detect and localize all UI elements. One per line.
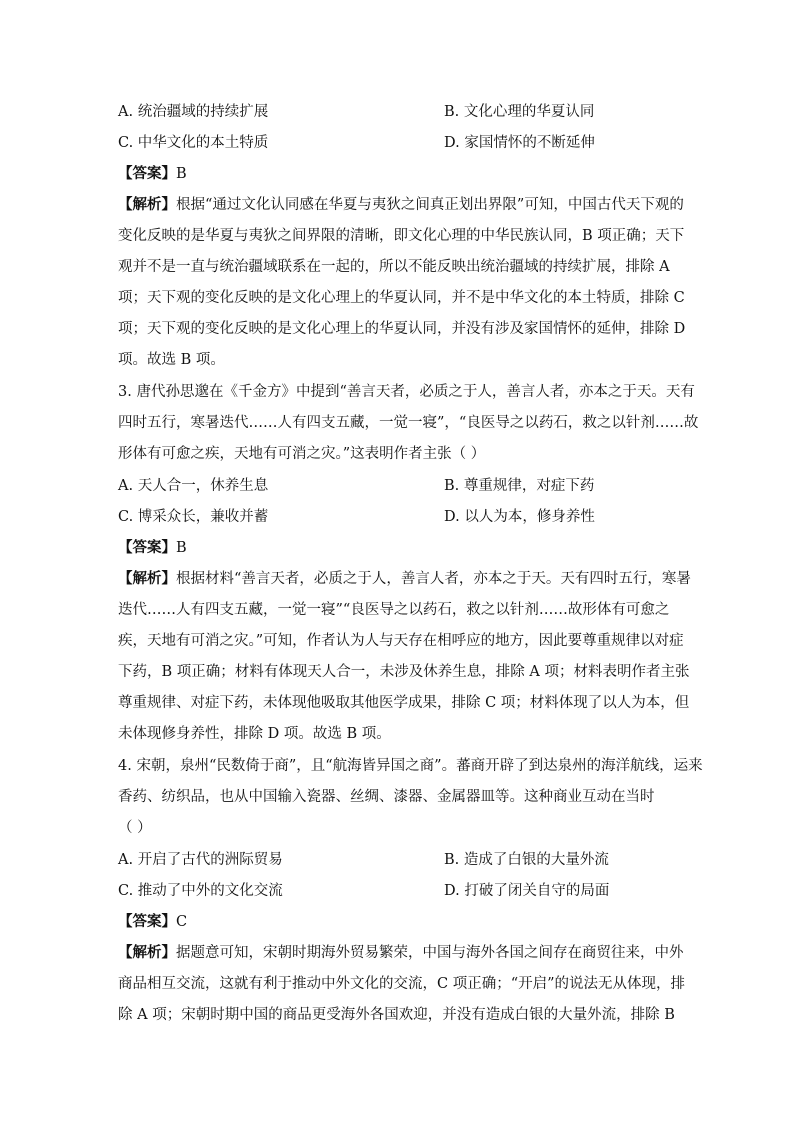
answer-label: 【答案】 xyxy=(118,539,176,556)
answer-value: B xyxy=(176,540,187,556)
q2-analysis-line-5: 项；天下观的变化反映的是文化心理上的华夏认同，并没有涉及家国情怀的延伸，排除 D xyxy=(118,321,686,337)
q4-options-row-1 xyxy=(118,850,678,870)
q3-analysis-line-1 xyxy=(118,569,691,589)
answer-value: B xyxy=(176,166,187,182)
q2-analysis-line-1 xyxy=(118,195,684,215)
analysis-text: 根据材料“善言天者，必质之于人，善言人者，亦本之于天。天有四时五行，寒暑 xyxy=(176,571,691,587)
q2-option-c: C. 中华文化的本土特质 xyxy=(118,135,269,151)
q3-analysis-line-4: 下药，B 项正确；材料有体现天人合一，未涉及休养生息，排除 A 项；材料表明作者主张 xyxy=(118,664,690,680)
q3-answer xyxy=(118,538,678,558)
q3-analysis-line-6: 未体现修身养性，排除 D 项。故选 B 项。 xyxy=(118,726,391,742)
q3-option-b: B. 尊重规律，对症下药 xyxy=(444,478,595,494)
q4-analysis-line-1 xyxy=(118,943,684,963)
q2-options-row-2 xyxy=(118,133,678,153)
q4-option-c: C. 推动了中外的文化交流 xyxy=(118,883,283,899)
q2-options-row-1 xyxy=(118,102,678,122)
q4-stem-line-1: 4. 宋朝，泉州“民数倚于商”，且“航海皆异国之商”。蕃商开辟了到达泉州的海洋航线，运来 xyxy=(118,758,703,774)
q3-options-row-1 xyxy=(118,476,678,496)
analysis-label: 【解析】 xyxy=(118,944,176,961)
analysis-text: 据题意可知，宋朝时期海外贸易繁荣，中国与海外各国之间存在商贸往来，中外 xyxy=(176,945,684,961)
q3-analysis-line-2: 迭代……人有四支五藏，一觉一寝”“良医导之以药石，救之以针剂……故形体有可愈之 xyxy=(118,602,670,618)
analysis-label: 【解析】 xyxy=(118,196,176,213)
q4-option-d: D. 打破了闭关自守的局面 xyxy=(444,883,610,899)
q4-answer xyxy=(118,912,678,932)
q2-option-a: A. 统治疆域的持续扩展 xyxy=(118,104,269,120)
q3-stem-line-1: 3. 唐代孙思邈在《千金方》中提到“善言天者，必质之于人，善言人者，亦本之于天。天有 xyxy=(118,384,695,400)
q2-option-d: D. 家国情怀的不断延伸 xyxy=(444,135,595,151)
q4-option-a: A. 开启了古代的洲际贸易 xyxy=(118,852,283,868)
q2-analysis-line-4: 项；天下观的变化反映的是文化心理上的华夏认同，并不是中华文化的本土特质，排除 C xyxy=(118,290,685,306)
q3-stem-line-3: 形体有可愈之疾，天地有可消之灾。”这表明作者主张（ ） xyxy=(118,446,486,462)
q3-options-row-2 xyxy=(118,507,678,527)
q2-analysis-line-6: 项。故选 B 项。 xyxy=(118,352,225,368)
answer-label: 【答案】 xyxy=(118,913,176,930)
q3-option-c: C. 博采众长，兼收并蓄 xyxy=(118,509,269,525)
q3-analysis-line-3: 疾，天地有可消之灾。”可知，作者认为人与天存在相呼应的地方，因此要尊重规律以对症 xyxy=(118,633,684,649)
q4-analysis-line-2: 商品相互交流，这就有利于推动中外文化的交流，C 项正确；“开启”的说法无从体现，排 xyxy=(118,976,686,992)
q3-analysis-line-5: 尊重规律、对症下药，未体现他吸取其他医学成果，排除 C 项；材料体现了以人为本，但 xyxy=(118,695,690,711)
q3-option-a: A. 天人合一，休养生息 xyxy=(118,478,269,494)
q2-answer xyxy=(118,164,678,184)
q2-analysis-line-3: 观并不是一直与统治疆域联系在一起的，所以不能反映出统治疆域的持续扩展，排除 A xyxy=(118,259,670,275)
q4-analysis-line-3: 除 A 项；宋朝时期中国的商品更受海外各国欢迎，并没有造成白银的大量外流，排除 B xyxy=(118,1007,675,1023)
q4-stem-line-3: （ ） xyxy=(118,820,152,836)
answer-value: C xyxy=(176,914,188,930)
q4-option-b: B. 造成了白银的大量外流 xyxy=(444,852,609,868)
analysis-label: 【解析】 xyxy=(118,570,176,587)
answer-label: 【答案】 xyxy=(118,165,176,182)
q3-option-d: D. 以人为本，修身养性 xyxy=(444,509,595,525)
q2-option-b: B. 文化心理的华夏认同 xyxy=(444,104,595,120)
q4-options-row-2 xyxy=(118,881,678,901)
analysis-text: 根据“通过文化认同感在华夏与夷狄之间真正划出界限”可知，中国古代天下观的 xyxy=(176,197,684,213)
q4-stem-line-2: 香药、纺织品，也从中国输入瓷器、丝绸、漆器、金属器皿等。这种商业互动在当时 xyxy=(118,789,655,805)
q3-stem-line-2: 四时五行，寒暑迭代……人有四支五藏，一觉一寝”，“良医导之以药石，救之以针剂……故 xyxy=(118,415,699,431)
q2-analysis-line-2: 变化反映的是华夏与夷狄之间界限的清晰，即文化心理的中华民族认同，B 项正确；天下 xyxy=(118,228,685,244)
